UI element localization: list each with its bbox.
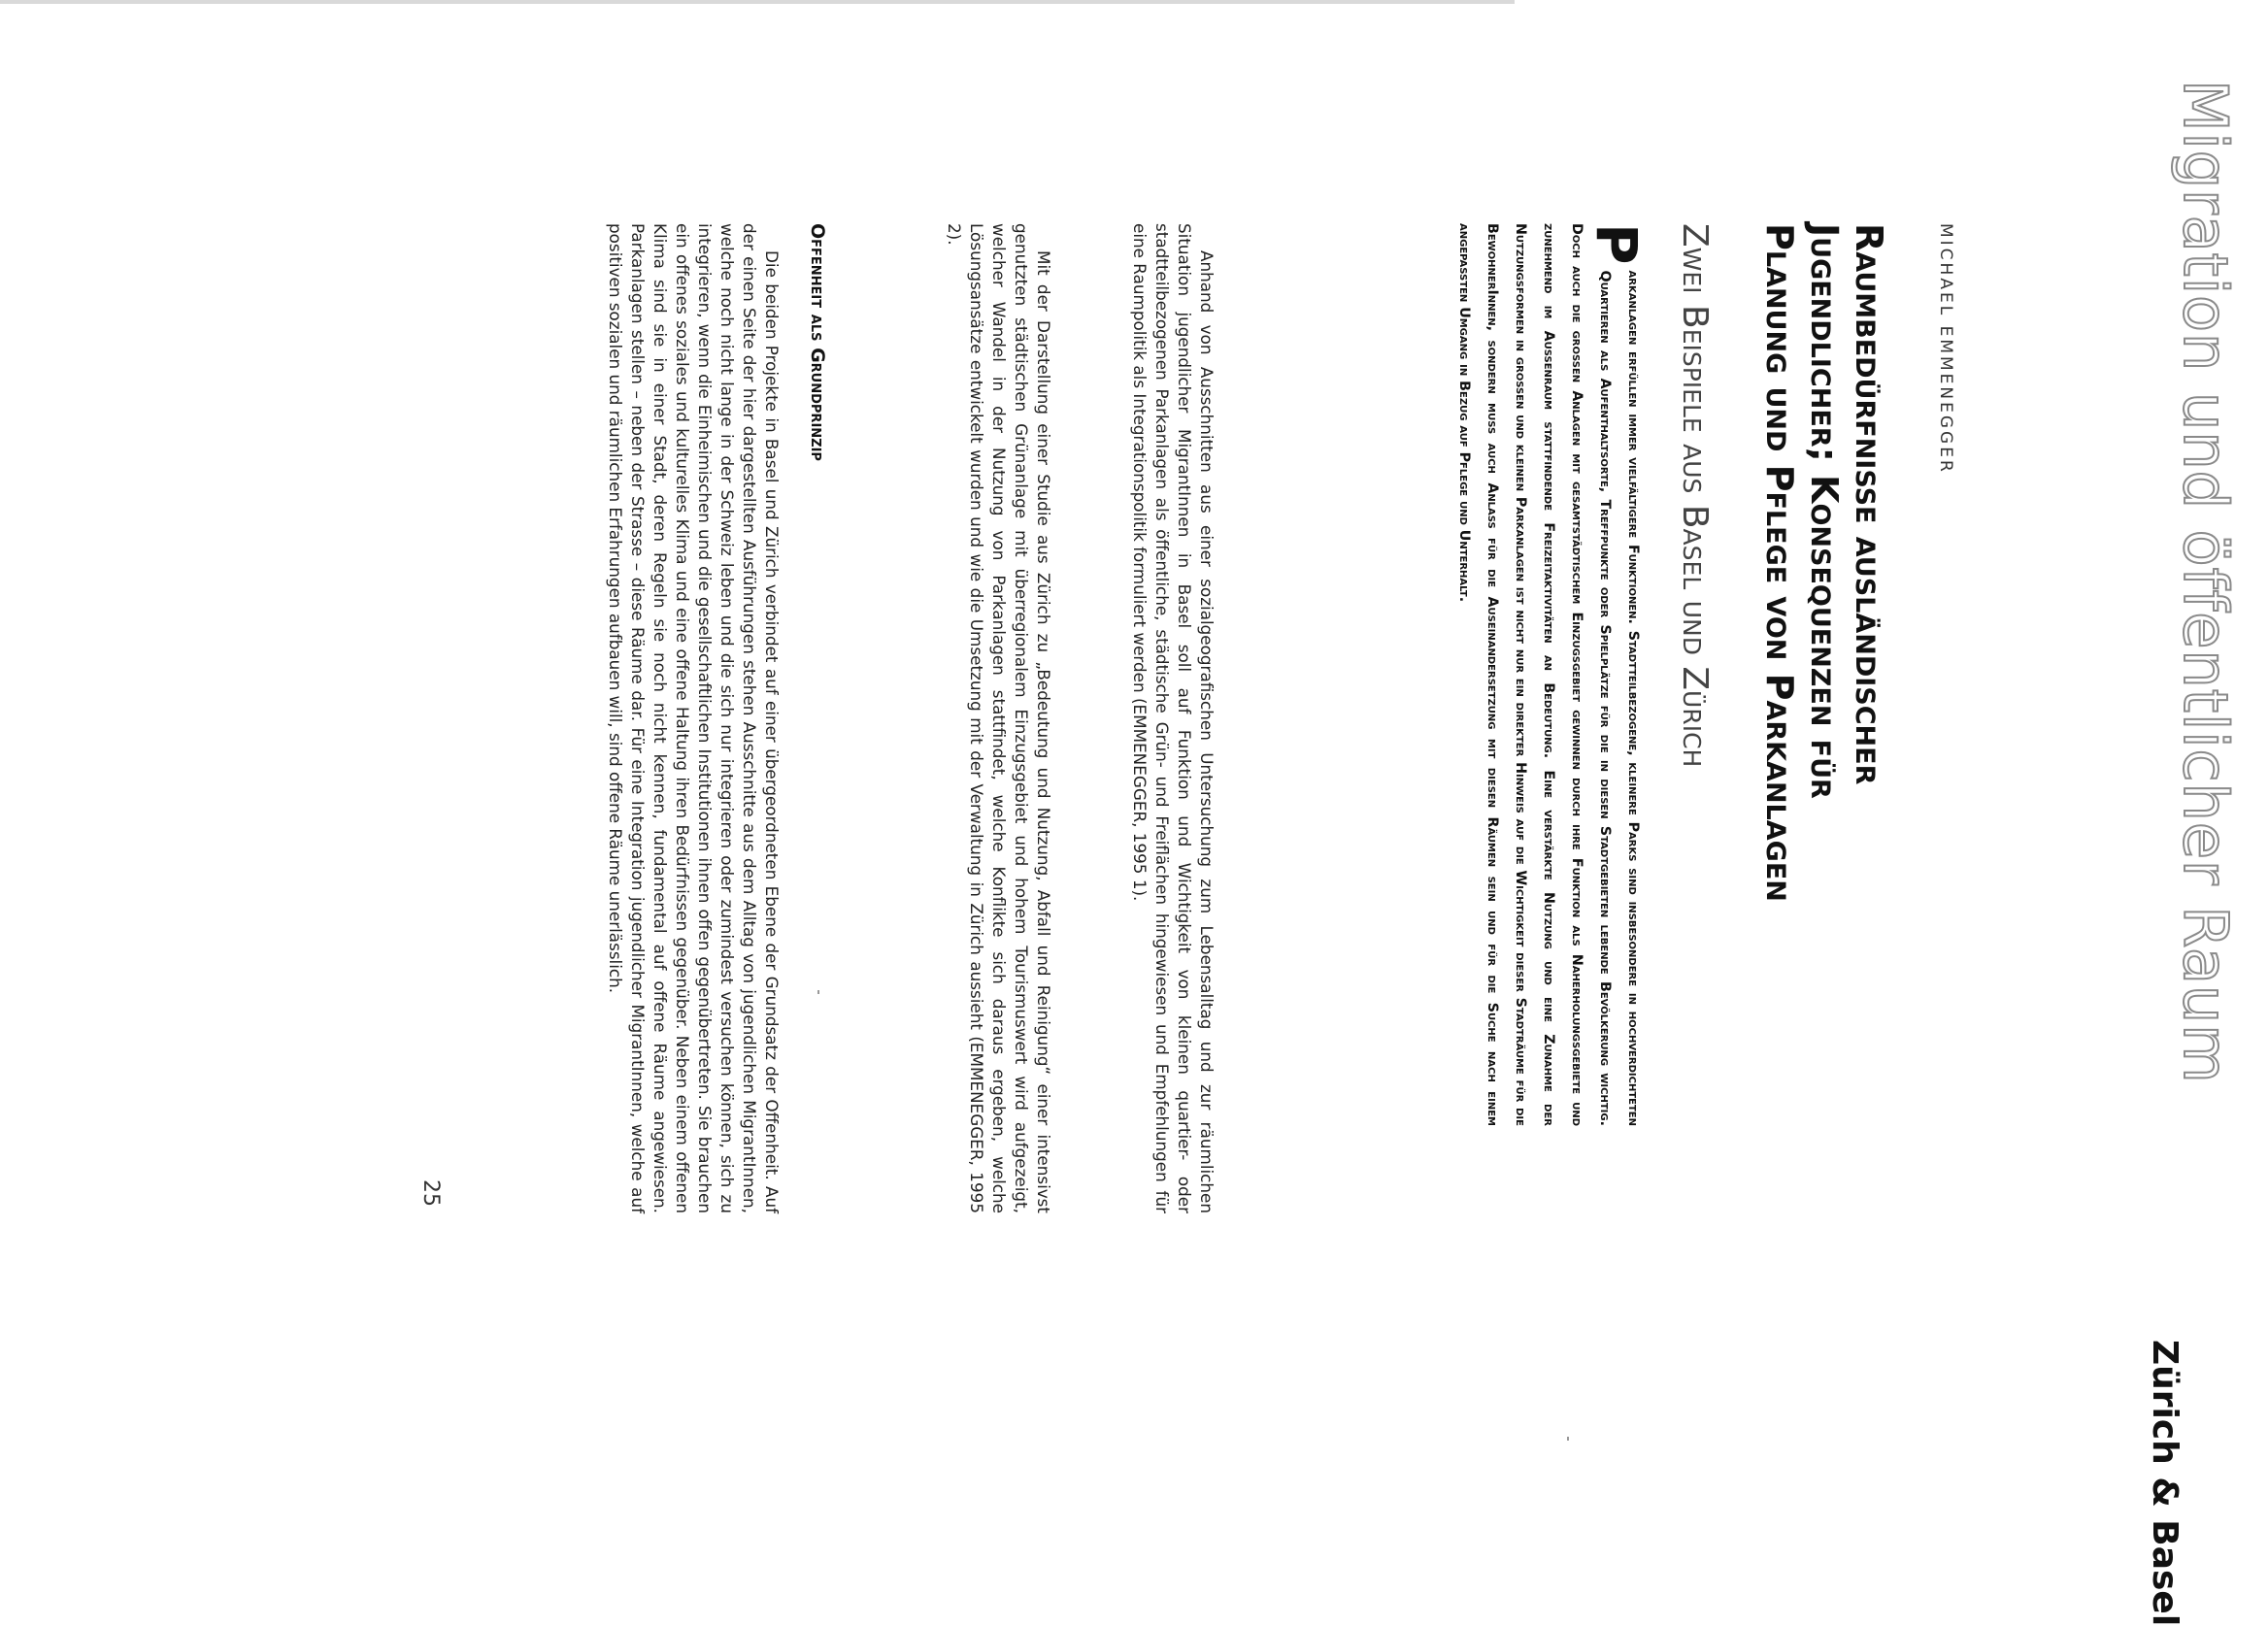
page-number: 25 — [418, 1179, 443, 1207]
article-author: MICHAEL EMMENEGGER — [1936, 223, 1955, 475]
article-title-line-2: Jugendlicher; Konsequenzen für — [1803, 223, 1846, 799]
drop-cap: P — [1584, 223, 1650, 265]
article-title-line-1: Raumbedürfnisse ausländischer — [1848, 223, 1890, 785]
body-paragraph-1 — [1128, 223, 1217, 1213]
paragraph-text: Anhand von Ausschnitten aus einer sozialgeografischen Untersuchung zum Lebensalltag und zur räumlichen Situation jugendlicher MigrantInnen in Basel soll auf Funktion und Wichtigkeit von kleinen quartier- oder stadtteilbezogenen Parkanlagen als öffentliche, städtische Grün- und Freiflächen hingewiesen und Empfehlungen für eine Raumpolitik als Integrationspolitik formuliert werden (EMMENEGGER, 1995 1). — [1130, 223, 1217, 1213]
paragraph-text: Die beiden Projekte in Basel und Zürich verbindet auf einer übergeordneten Ebene der Grundsatz der Offenheit. Auf der einen Seite der hier dargestellten Ausführungen stehen Ausschnitte aus dem Alltag von jugendlichen MigrantInnen, welche noch nicht lange in der Schweiz leben und die sich nur integrieren oder zumindest versuchen können, sich zu integrieren, wenn die Einheimischen und die gesellschaftlichen Institutionen ihnen offen gegenübertreten. Sie brauchen ein offenes soziales und kulturelles Klima und eine offene Haltung ihren Bedürfnissen gegenüber. Neben einem offenen Klima sind sie in einer Stadt, deren Regeln sie noch nicht kennen, fundamental auf offene Räume angewiesen. Parkanlagen stellen – neben der Strasse – diese Räume dar. Für eine Integration jugendlicher MigrantInnen, welche auf positiven sozialen und räumlichen Erfahrungen aufbauen will, sind offene Räume unerlässlich. — [606, 223, 782, 1213]
paragraph-text: Mit der Darstellung einer Studie aus Zürich zu „Bedeutung und Nutzung, Abfall und Reinigung“ einer intensivst genutzten städtischen Grünanlage mit überregionalem Einzugsgebiet und hohem Tourismuswert wird aufgezeigt, welcher Wandel in der Nutzung von Parkanlagen stattfindet, welche Konflikte sich daraus ergeben, welche Lösungsansätze entwickelt wurden und wie die Umsetzung mit der Verwaltung in Zürich aussieht (EMMENEGGER, 1995 2). — [945, 223, 1053, 1213]
body-paragraph-3 — [604, 223, 783, 1213]
series-subtitle: Zürich & Basel — [2145, 1340, 2185, 1626]
scan-speck — [817, 990, 819, 994]
lead-text: arkanlagen erfüllen immer vielfältigere Funktionen. Stadtteilbezogene, kleinere Parks sind insbesondere in hochverdichteten Quartieren als Aufenthaltsorte, Treffpunkte oder Spielplätze für die in diesen Stadtgebieten lebende Bevölkerung wichtig. Doch auch die grossen Anlagen mit gesamtstädtischem Einzugsgebiet gewinnen durch ihre Funktion als Naherholungsgebiete und zunehmend im Aussenraum stattfindende Freizeitaktivitäten an Bedeutung. Eine verstärkte Nutzung und eine Zunahme der Nutzungsformen in grossen und kleinen Parkanlagen ist nicht nur ein direkter Hinweis auf die Wichtigkeit dieser Stadträume für die BewohnerInnen, sondern muss auch Anlass für die Auseinandersetzung mit diesen Räumen sein und für die Suche nach einem angepassten Umgang in Bezug auf Pflege und Unterhalt. — [1456, 223, 1641, 1126]
section-heading: Offenheit als Grundprinzip — [807, 223, 828, 461]
scan-speck — [1567, 1437, 1569, 1441]
lead-paragraph — [1450, 223, 1650, 1126]
article-subtitle: Zwei Beispiele aus Basel und Zürich — [1675, 223, 1715, 768]
body-paragraph-2 — [943, 223, 1054, 1213]
article-title-line-3: Planung und Pflege von Parkanlagen — [1758, 223, 1801, 902]
article-title — [1757, 223, 1891, 1204]
series-title: Migration und öffentlicher Raum — [2170, 80, 2241, 1084]
